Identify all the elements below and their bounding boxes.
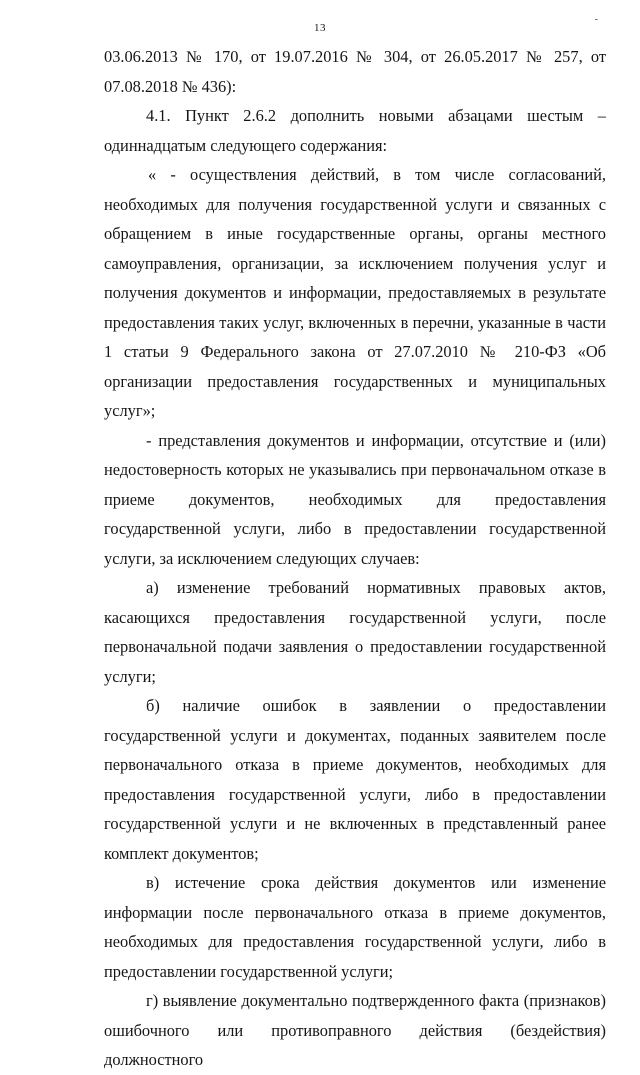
paragraph-case-a: а) изменение требований нормативных правовых актов, касающихся предоставления государственной услуги, после первоначальной подачи заявления о предоставлении государственной услуги;	[104, 578, 606, 686]
paragraph-item-4-1: 4.1. Пункт 2.6.2 дополнить новыми абзацами шестым – одиннадцатым следующего содержания:	[104, 106, 606, 155]
paragraph-case-g: г) выявление документально подтвержденного факта (признаков) ошибочного или противоправного действия (бездействия) должностного	[104, 991, 606, 1069]
paragraph-documents-info: - представления документов и информации, отсутствие и (или) недостоверность которых не указывались при первоначальном отказе в приеме документов, необходимых для предоставления государственной услуги, либо в предоставлении государственной услуги, за исключением следующих случаев:	[104, 430, 606, 568]
paragraph-continuation: 03.06.2013 № 170, от 19.07.2016 № 304, от 26.05.2017 № 257, от 07.08.2018 № 436):	[104, 47, 606, 96]
page-number: 13	[314, 22, 326, 34]
paragraph-quote-start: « - осуществления действий, в том числе согласований, необходимых для получения государственной услуги и связанных с обращением в иные государственные органы, органы местного самоуправления, организации, за исключением получения услуг и получения документов и информации, предоставляемых в результате предоставления таких услуг, включенных в перечни, указанные в части 1 статьи 9 Федерального закона от 27.07.2010 № 210-ФЗ «Об организации предоставления государственных и муниципальных услуг»;	[104, 165, 606, 420]
paragraph-case-b: б) наличие ошибок в заявлении о предоставлении государственной услуги и документах, поданных заявителем после первоначального отказа в приеме документов, необходимых для предоставления государственной услуги, либо в предоставлении государственной услуги и не включенных в представленный ранее комплект документов;	[104, 696, 606, 863]
document-body	[104, 42, 606, 1075]
paragraph-case-v: в) истечение срока действия документов или изменение информации после первоначального отказа в приеме документов, необходимых для предоставления государственной услуги, либо в предоставлении государственной услуги;	[104, 873, 606, 981]
scan-mark: -	[594, 14, 598, 25]
